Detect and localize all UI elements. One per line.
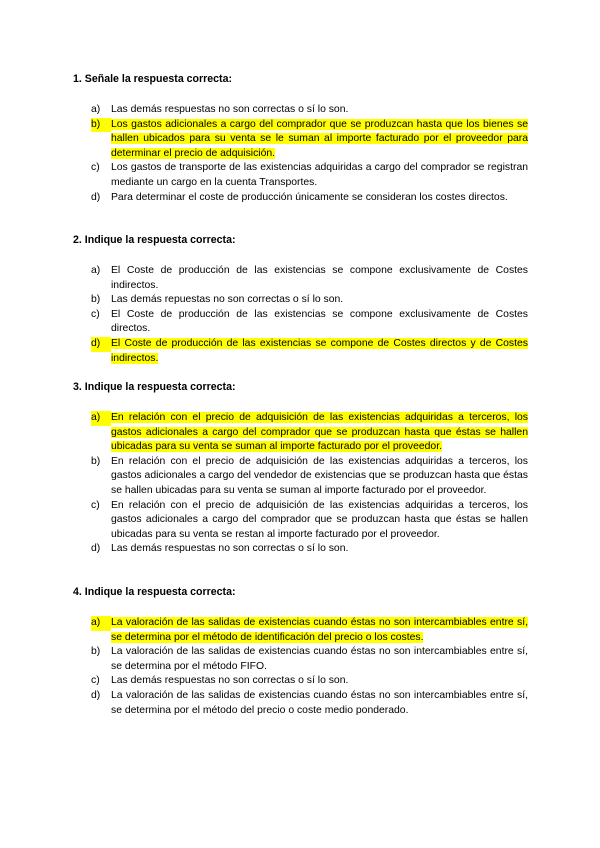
option-letter: a) xyxy=(91,616,111,631)
option-text: El Coste de producción de las existencias se compone exclusivamente de Costes directos. xyxy=(111,308,528,335)
answer-option-b xyxy=(91,645,528,674)
answer-option-d-highlighted xyxy=(91,337,528,366)
option-text: La valoración de las salidas de existencias cuando éstas no son intercambiables entre sí, se determina por el método FIFO. xyxy=(111,646,528,672)
option-text: En relación con el precio de adquisición de las existencias adquiridas a terceros, los gastos adicionales a cargo del vendedor de existencias que se produzcan hasta que éstas se hallen ubicadas para su venta se suman al importe facturado por el proveedor. xyxy=(111,455,528,496)
answer-option-d xyxy=(91,689,528,718)
option-letter: d) xyxy=(91,337,111,352)
option-letter: d) xyxy=(91,689,101,701)
option-text: Las demás respuestas no son correctas o sí lo son. xyxy=(111,104,349,115)
answer-option-d xyxy=(91,542,528,557)
option-letter: b) xyxy=(91,118,111,133)
option-text: En relación con el precio de adquisición de las existencias adquiridas a terceros, los gastos adicionales a cargo del comprador que se produzcan hasta que éstas se hallen ubicadas para su venta se restan al importe facturado por el proveedor. xyxy=(111,499,528,540)
option-text: Los gastos de transporte de las existencias adquiridas a cargo del comprador se registran mediante un cargo en la cuenta Transportes. xyxy=(111,162,528,188)
answer-option-c xyxy=(91,499,528,543)
option-text: La valoración de las salidas de existencias cuando éstas no son intercambiables entre sí, se determina por el método de identificación del precio o los costes. xyxy=(111,617,528,643)
answer-option-a xyxy=(91,264,528,293)
option-letter: a) xyxy=(91,104,101,115)
question-title: 1. Señale la respuesta correcta: xyxy=(73,73,232,85)
answer-options xyxy=(73,103,528,205)
answer-options xyxy=(73,264,528,366)
option-letter: c) xyxy=(91,675,100,687)
option-letter: d) xyxy=(91,543,101,555)
question-3 xyxy=(73,380,528,557)
answer-option-a-highlighted xyxy=(91,411,528,455)
option-letter: a) xyxy=(91,411,111,426)
question-title: 3. Indique la respuesta correcta: xyxy=(73,381,236,393)
option-text: En relación con el precio de adquisición de las existencias adquiridas a terceros, los gastos adicionales a cargo del comprador que se produzcan hasta que éstas se hallen ubicadas para su venta se suman al importe facturado por el proveedor. xyxy=(111,412,528,453)
option-text: Las demás repuestas no son correctas o sí lo son. xyxy=(111,294,344,306)
option-letter: b) xyxy=(91,294,101,306)
option-letter: b) xyxy=(91,455,101,467)
option-text: El Coste de producción de las existencias se compone de Costes directos y de Costes indirectos. xyxy=(111,337,528,364)
answer-option-c xyxy=(91,161,528,190)
option-text: Las demás respuestas no son correctas o sí lo son. xyxy=(111,543,349,555)
answer-option-a-highlighted xyxy=(91,616,528,645)
option-letter: b) xyxy=(91,646,101,658)
answer-option-a xyxy=(91,103,528,118)
answer-option-b xyxy=(91,455,528,499)
question-title: 2. Indique la respuesta correcta: xyxy=(73,234,236,246)
option-letter: c) xyxy=(91,162,100,174)
option-text: La valoración de las salidas de existencias cuando éstas no son intercambiables entre sí, se determina por el método del precio o coste medio ponderado. xyxy=(111,689,528,716)
question-2 xyxy=(73,233,528,366)
answer-options xyxy=(73,616,528,718)
question-4 xyxy=(73,585,528,718)
option-text: El Coste de producción de las existencias se compone exclusivamente de Costes indirectos. xyxy=(111,265,528,291)
answer-options xyxy=(73,411,528,557)
option-text: Los gastos adicionales a cargo del comprador que se produzcan hasta que los bienes se hallen ubicados para su venta se le suman al importe facturado por el proveedor para determinar el precio de adquisición. xyxy=(111,118,528,159)
option-text: Para determinar el coste de producción únicamente se consideran los costes directos. xyxy=(111,191,508,203)
option-text: Las demás respuestas no son correctas o sí lo son. xyxy=(111,675,349,687)
option-letter: c) xyxy=(91,499,100,511)
option-letter: c) xyxy=(91,308,100,320)
answer-option-b-highlighted xyxy=(91,118,528,162)
answer-option-b xyxy=(91,293,528,308)
answer-option-c xyxy=(91,308,528,337)
answer-option-d xyxy=(91,191,528,206)
answer-option-c xyxy=(91,674,528,689)
option-letter: d) xyxy=(91,191,101,203)
question-1 xyxy=(73,72,528,205)
option-letter: a) xyxy=(91,265,101,276)
question-title: 4. Indique la respuesta correcta: xyxy=(73,586,236,598)
